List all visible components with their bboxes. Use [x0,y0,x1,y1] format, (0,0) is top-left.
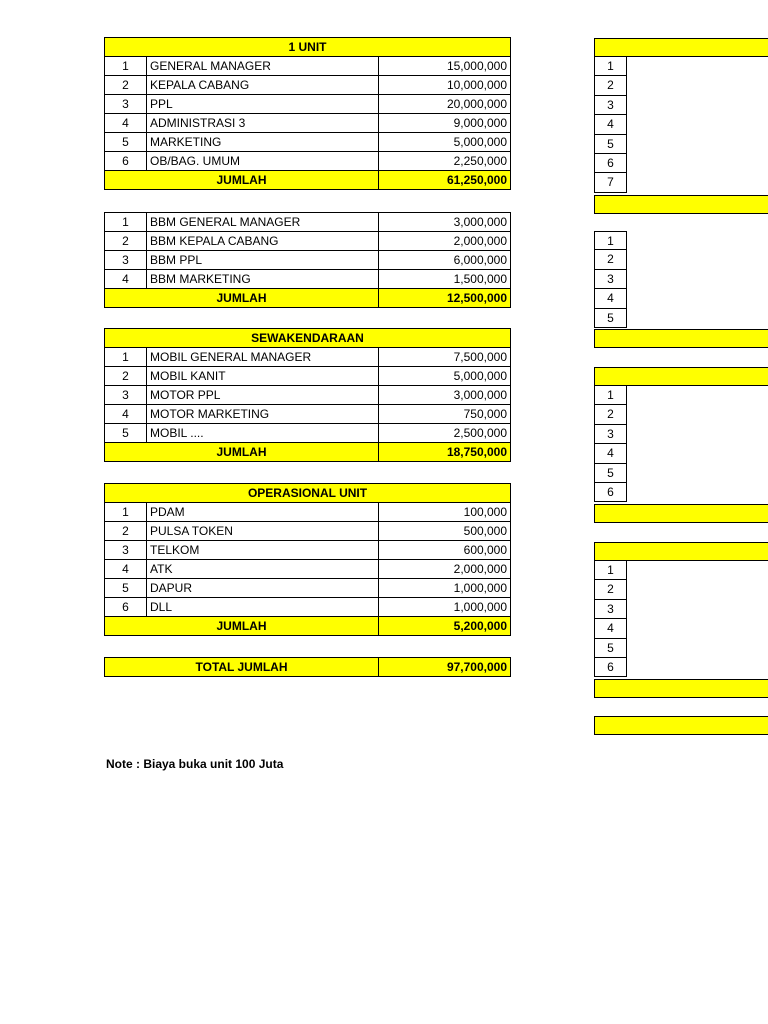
right-table-4 [594,542,768,698]
table-row [105,405,511,424]
table-title: SEWAKENDARAAN [105,329,511,348]
row-amount: 9,000,000 [379,114,511,133]
right-row-number: 5 [594,135,627,154]
table-row [105,560,511,579]
row-amount: 2,500,000 [379,424,511,443]
table-row [105,232,511,251]
right-table-3 [594,367,768,523]
row-amount: 5,000,000 [379,133,511,152]
table-row [105,133,511,152]
row-number: 3 [105,541,147,560]
total-value: 18,750,000 [379,443,511,462]
row-amount: 15,000,000 [379,57,511,76]
table-row [105,348,511,367]
table-row [105,367,511,386]
row-name: BBM KEPALA CABANG [147,232,379,251]
row-name: PPL [147,95,379,114]
total-value: 61,250,000 [379,171,511,190]
row-amount: 1,000,000 [379,598,511,617]
note-text: Note : Biaya buka unit 100 Juta [106,757,284,771]
salary-table [104,37,511,190]
row-amount: 5,000,000 [379,367,511,386]
right-table-1 [594,38,768,214]
row-number: 2 [105,232,147,251]
row-number: 2 [105,76,147,95]
right-table-header [594,367,768,386]
row-name: MOBIL .... [147,424,379,443]
table-row [105,386,511,405]
row-number: 1 [105,348,147,367]
right-table-total [594,504,768,523]
row-amount: 600,000 [379,541,511,560]
total-value: 12,500,000 [379,289,511,308]
row-number: 5 [105,579,147,598]
row-amount: 750,000 [379,405,511,424]
row-name: MARKETING [147,133,379,152]
table-row [105,213,511,232]
row-name: ATK [147,560,379,579]
right-row-number: 1 [594,57,627,76]
row-number: 5 [105,133,147,152]
row-name: PULSA TOKEN [147,522,379,541]
right-row-number: 3 [594,270,627,289]
row-name: MOBIL KANIT [147,367,379,386]
table-row [105,424,511,443]
right-grand-total [594,716,768,735]
row-amount: 6,000,000 [379,251,511,270]
row-amount: 2,000,000 [379,232,511,251]
row-number: 1 [105,503,147,522]
row-number: 6 [105,152,147,171]
row-number: 1 [105,57,147,76]
total-label: JUMLAH [105,443,379,462]
row-amount: 3,000,000 [379,386,511,405]
right-table-header [594,38,768,57]
grand-total-value: 97,700,000 [379,658,511,677]
row-name: BBM PPL [147,251,379,270]
total-row [105,443,511,462]
right-row-number: 3 [594,425,627,444]
row-name: MOTOR PPL [147,386,379,405]
row-name: DAPUR [147,579,379,598]
total-value: 5,200,000 [379,617,511,636]
table-row [105,598,511,617]
row-name: ADMINISTRASI 3 [147,114,379,133]
total-label: JUMLAH [105,171,379,190]
row-amount: 1,000,000 [379,579,511,598]
grand-total-table [104,657,511,677]
row-amount: 7,500,000 [379,348,511,367]
row-name: MOTOR MARKETING [147,405,379,424]
row-number: 6 [105,598,147,617]
table-header-row [105,38,511,57]
right-row-number: 2 [594,405,627,424]
right-row-number: 2 [594,580,627,599]
row-number: 5 [105,424,147,443]
right-table-total [594,679,768,698]
row-name: PDAM [147,503,379,522]
table-row [105,57,511,76]
table-title: 1 UNIT [105,38,511,57]
table-header-row [105,329,511,348]
right-row-number: 4 [594,115,627,134]
table-title: OPERASIONAL UNIT [105,484,511,503]
row-name: DLL [147,598,379,617]
table-header-row [105,484,511,503]
row-number: 4 [105,560,147,579]
right-row-number: 2 [594,76,627,95]
row-number: 2 [105,367,147,386]
right-row-number: 1 [594,386,627,405]
row-number: 2 [105,522,147,541]
right-table-total [594,195,768,214]
grand-total-label: TOTAL JUMLAH [105,658,379,677]
right-row-number: 5 [594,309,627,328]
right-row-number: 1 [594,561,627,580]
table-row [105,152,511,171]
right-row-number: 2 [594,250,627,269]
right-row-number: 3 [594,600,627,619]
row-name: GENERAL MANAGER [147,57,379,76]
right-grand-total-bar [594,716,768,735]
table-row [105,114,511,133]
row-amount: 20,000,000 [379,95,511,114]
row-number: 4 [105,114,147,133]
table-row [105,541,511,560]
row-number: 3 [105,386,147,405]
table-row [105,503,511,522]
right-row-number: 4 [594,619,627,638]
table-row [105,270,511,289]
table-row [105,251,511,270]
right-row-number: 3 [594,96,627,115]
total-label: JUMLAH [105,289,379,308]
row-number: 4 [105,270,147,289]
row-amount: 1,500,000 [379,270,511,289]
fuel-table [104,212,511,308]
right-row-number: 4 [594,444,627,463]
row-name: KEPALA CABANG [147,76,379,95]
total-label: JUMLAH [105,617,379,636]
row-amount: 2,250,000 [379,152,511,171]
table-row [105,522,511,541]
vehicle-rental-table [104,328,511,462]
row-amount: 100,000 [379,503,511,522]
right-row-number: 6 [594,483,627,502]
total-row [105,617,511,636]
right-row-number: 6 [594,658,627,677]
table-row [105,95,511,114]
right-row-number: 7 [594,173,627,192]
grand-total-row [105,658,511,677]
right-row-number: 5 [594,639,627,658]
right-row-number: 6 [594,154,627,173]
right-table-total [594,329,768,348]
row-amount: 500,000 [379,522,511,541]
row-number: 3 [105,251,147,270]
row-number: 4 [105,405,147,424]
table-row [105,579,511,598]
row-amount: 10,000,000 [379,76,511,95]
right-row-number: 4 [594,289,627,308]
row-name: TELKOM [147,541,379,560]
right-table-header [594,542,768,561]
row-amount: 3,000,000 [379,213,511,232]
operational-table [104,483,511,636]
table-row [105,76,511,95]
row-name: BBM MARKETING [147,270,379,289]
right-table-2 [594,231,768,348]
row-name: MOBIL GENERAL MANAGER [147,348,379,367]
total-row [105,289,511,308]
row-name: OB/BAG. UMUM [147,152,379,171]
right-row-number: 5 [594,464,627,483]
row-name: BBM GENERAL MANAGER [147,213,379,232]
row-amount: 2,000,000 [379,560,511,579]
row-number: 3 [105,95,147,114]
total-row [105,171,511,190]
row-number: 1 [105,213,147,232]
right-row-number: 1 [594,231,627,250]
